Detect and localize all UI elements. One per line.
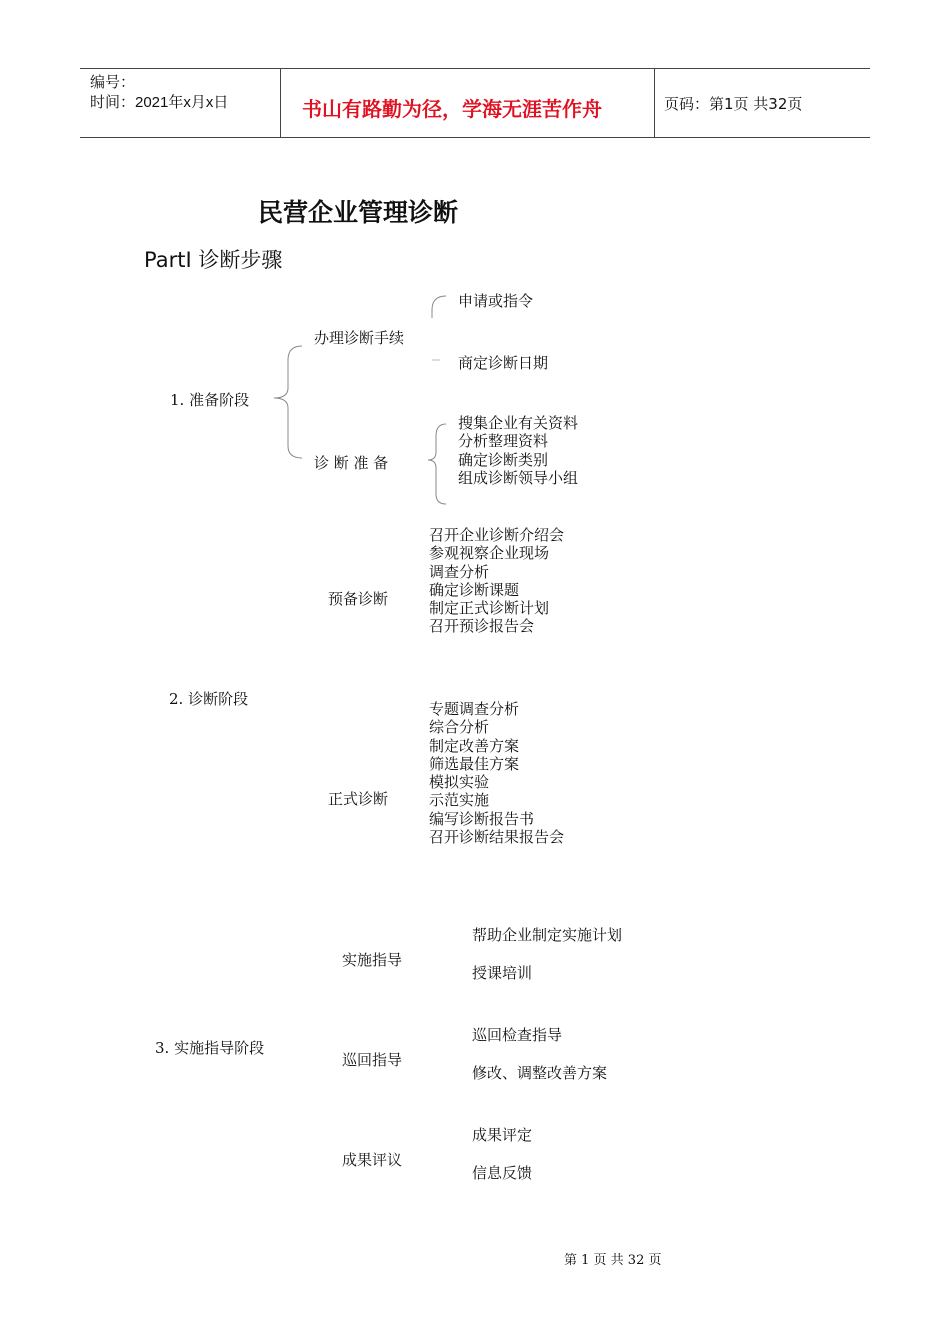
- list-item: 组成诊断领导小组: [458, 468, 579, 487]
- patrol-label: 巡回指导: [342, 1051, 403, 1069]
- page-info: 页码：第1页 共32页: [664, 95, 803, 113]
- stage3-label: 3. 实施指导阶段: [155, 1039, 265, 1057]
- list-item: 召开预诊报告会: [429, 617, 535, 636]
- list-item: 巡回检查指导: [472, 1026, 563, 1044]
- list-item: 确定诊断课题: [429, 580, 520, 599]
- list-item: 确定诊断类别: [458, 450, 549, 469]
- formal-diagnosis-label: 正式诊断: [328, 790, 389, 808]
- list-item: 信息反馈: [472, 1164, 533, 1182]
- number-label: 编号：: [90, 74, 136, 91]
- list-item: 参观视察企业现场: [429, 544, 550, 563]
- preparation-list: [458, 414, 578, 487]
- document-title: 民营企业管理诊断: [258, 198, 459, 227]
- list-item: 筛选最佳方案: [429, 754, 520, 773]
- list-item: 示范实施: [429, 791, 490, 810]
- list-item: 综合分析: [429, 718, 490, 737]
- list-item: 制定改善方案: [429, 736, 520, 755]
- list-item: 申请或指令: [458, 292, 534, 310]
- list-item: 模拟实验: [429, 773, 490, 792]
- page-footer: 第 1 页 共 32 页: [564, 1253, 662, 1268]
- time-label: 时间：2021年x月x日: [90, 94, 229, 111]
- list-item: 专题调查分析: [429, 700, 520, 718]
- stage2-label: 2. 诊断阶段: [169, 690, 249, 708]
- preparation-label: 诊 断 准 备: [314, 454, 389, 472]
- list-item: 成果评定: [472, 1126, 533, 1144]
- motto-text: 书山有路勤为径，学海无涯苦作舟: [302, 97, 602, 121]
- part-heading: PartⅠ 诊断步骤: [144, 248, 283, 272]
- list-item: 分析整理资料: [458, 432, 549, 451]
- list-item: 召开诊断结果报告会: [429, 828, 565, 847]
- procedure-brace: [432, 296, 446, 318]
- evaluation-label: 成果评议: [342, 1151, 403, 1169]
- stage1-label: 1. 准备阶段: [170, 391, 250, 409]
- pre-diagnosis-list: [429, 526, 564, 636]
- formal-diagnosis-list: [429, 700, 564, 846]
- stage1-brace: [274, 346, 302, 458]
- list-item: 调查分析: [429, 562, 490, 581]
- list-item: 编写诊断报告书: [429, 809, 535, 828]
- procedure-label: 办理诊断手续: [314, 329, 405, 347]
- implementation-label: 实施指导: [342, 951, 403, 969]
- list-item: 搜集企业有关资料: [458, 414, 579, 432]
- list-item: 授课培训: [472, 964, 533, 982]
- list-item: 修改、调整改善方案: [472, 1064, 608, 1082]
- preparation-brace: [428, 424, 446, 504]
- list-item: 制定正式诊断计划: [429, 599, 550, 618]
- list-item: 召开企业诊断介绍会: [429, 526, 565, 544]
- pre-diagnosis-label: 预备诊断: [328, 590, 389, 608]
- list-item: 帮助企业制定实施计划: [472, 926, 623, 944]
- list-item: 商定诊断日期: [458, 354, 549, 372]
